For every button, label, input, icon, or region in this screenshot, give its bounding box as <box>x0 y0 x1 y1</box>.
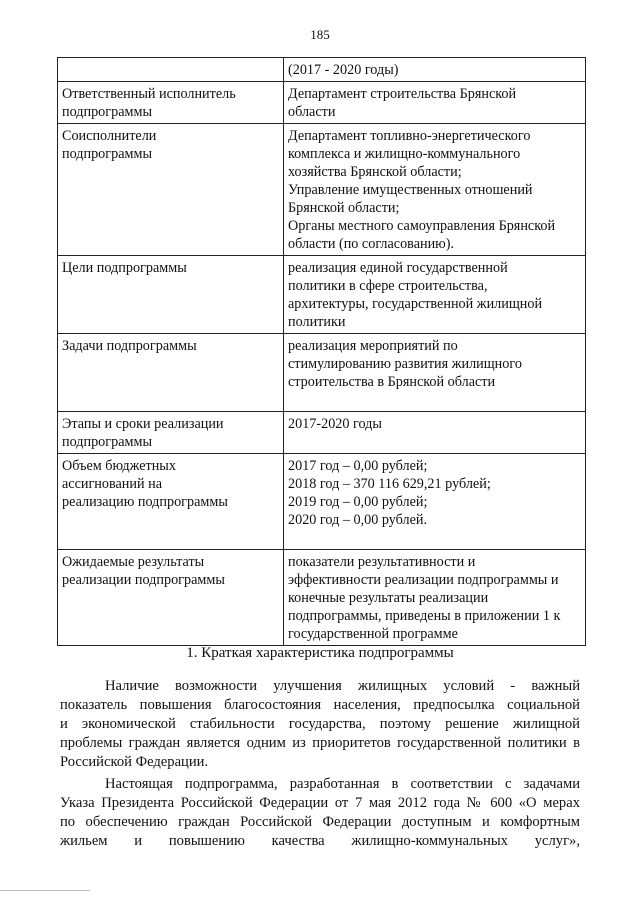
row-value-line: области <box>288 104 336 120</box>
row-label-line: Этапы и сроки реализации <box>62 416 224 432</box>
text-line: жильем и повышению качества жилищно-коммунальных услуг», <box>60 833 580 849</box>
row-value-line: подпрограммы, приведены в приложении 1 к <box>288 608 561 624</box>
row-value-cell <box>284 454 586 550</box>
table-row <box>58 412 586 454</box>
paragraph-presidential-decree <box>60 775 580 851</box>
row-value-line: 2019 год – 0,00 рублей; <box>288 494 428 510</box>
row-value-cell <box>284 412 586 454</box>
row-label-line: подпрограммы <box>62 146 152 162</box>
text-line: Наличие возможности улучшения жилищных условий - важный <box>105 678 580 694</box>
row-label-line: реализации подпрограммы <box>62 572 225 588</box>
row-label-cell <box>58 412 284 454</box>
row-label-cell <box>58 334 284 412</box>
row-label-line: Ожидаемые результаты <box>62 554 205 570</box>
footer-rule <box>0 890 90 891</box>
row-value-line: 2017-2020 годы <box>288 416 382 432</box>
row-label-cell <box>58 454 284 550</box>
row-label-cell <box>58 82 284 124</box>
text-line: Российской Федерации. <box>60 754 209 770</box>
row-value-line: (2017 - 2020 годы) <box>288 62 399 78</box>
row-label-line: Соисполнители <box>62 128 157 144</box>
text-line: показатель повышения благосостояния населения, предпосылка социальной <box>60 697 580 713</box>
row-value-cell <box>284 550 586 646</box>
row-value-line <box>288 391 581 409</box>
row-value-line: стимулированию развития жилищного <box>288 356 522 372</box>
text-line: по обеспечению граждан Российской Федерации доступным и комфортным <box>60 814 580 830</box>
paragraph-housing-conditions <box>60 677 580 772</box>
table-row <box>58 454 586 550</box>
row-value-line: реализация единой государственной <box>288 260 508 276</box>
row-label-cell <box>58 550 284 646</box>
text-line: проблемы граждан является одним из приоритетов государственной политики в <box>60 735 580 751</box>
row-label-line: Ответственный исполнитель <box>62 86 236 102</box>
row-value-line: Управление имущественных отношений <box>288 182 533 198</box>
table-row <box>58 550 586 646</box>
row-label-line: подпрограммы <box>62 104 152 120</box>
text-line: Указа Президента Российской Федерации от 7 мая 2012 года № 600 «О мерах <box>60 795 580 811</box>
row-label-cell <box>58 58 284 82</box>
section-heading: 1. Краткая характеристика подпрограммы <box>186 645 454 661</box>
table-row <box>58 58 586 82</box>
row-value-line: комплекса и жилищно-коммунального <box>288 146 521 162</box>
row-label-cell <box>58 256 284 334</box>
row-value-cell <box>284 82 586 124</box>
table-row <box>58 334 586 412</box>
row-value-line: политики в сфере строительства, <box>288 278 488 294</box>
row-label-line: реализацию подпрограммы <box>62 494 228 510</box>
table-row <box>58 82 586 124</box>
text-line: Настоящая подпрограмма, разработанная в соответствии с задачами <box>105 776 580 792</box>
row-value-line: области (по согласованию). <box>288 236 455 252</box>
row-value-cell <box>284 58 586 82</box>
row-value-line: строительства в Брянской области <box>288 374 496 390</box>
row-label-line: Объем бюджетных <box>62 458 176 474</box>
table-row <box>58 256 586 334</box>
row-value-line: конечные результаты реализации <box>288 590 489 606</box>
text-line: и экономической стабильности государства, поэтому решение жилищной <box>60 716 580 732</box>
row-value-line: хозяйства Брянской области; <box>288 164 462 180</box>
row-value-line: реализация мероприятий по <box>288 338 458 354</box>
row-value-cell <box>284 256 586 334</box>
row-value-line: Департамент топливно-энергетического <box>288 128 531 144</box>
row-value-line: 2018 год – 370 116 629,21 рублей; <box>288 476 491 492</box>
table-row <box>58 124 586 256</box>
row-value-line <box>288 529 581 547</box>
row-value-line: государственной программе <box>288 626 458 642</box>
row-value-line: политики <box>288 314 346 330</box>
row-label-line: Задачи подпрограммы <box>62 338 197 354</box>
row-value-line: 2017 год – 0,00 рублей; <box>288 458 428 474</box>
row-label-cell <box>58 124 284 256</box>
row-value-line: показатели результативности и <box>288 554 476 570</box>
row-value-line: эффективности реализации подпрограммы и <box>288 572 559 588</box>
row-value-line: Брянской области; <box>288 200 400 216</box>
row-value-line: Органы местного самоуправления Брянской <box>288 218 556 234</box>
row-value-line: Департамент строительства Брянской <box>288 86 517 102</box>
row-value-line: 2020 год – 0,00 рублей. <box>288 512 428 528</box>
row-value-cell <box>284 334 586 412</box>
row-label-line: Цели подпрограммы <box>62 260 187 276</box>
page-number: 185 <box>310 27 330 42</box>
row-label-line: ассигнований на <box>62 476 163 492</box>
row-value-cell <box>284 124 586 256</box>
subprogram-passport-table <box>57 57 586 646</box>
row-value-line: архитектуры, государственной жилищной <box>288 296 543 312</box>
row-label-line: подпрограммы <box>62 434 152 450</box>
